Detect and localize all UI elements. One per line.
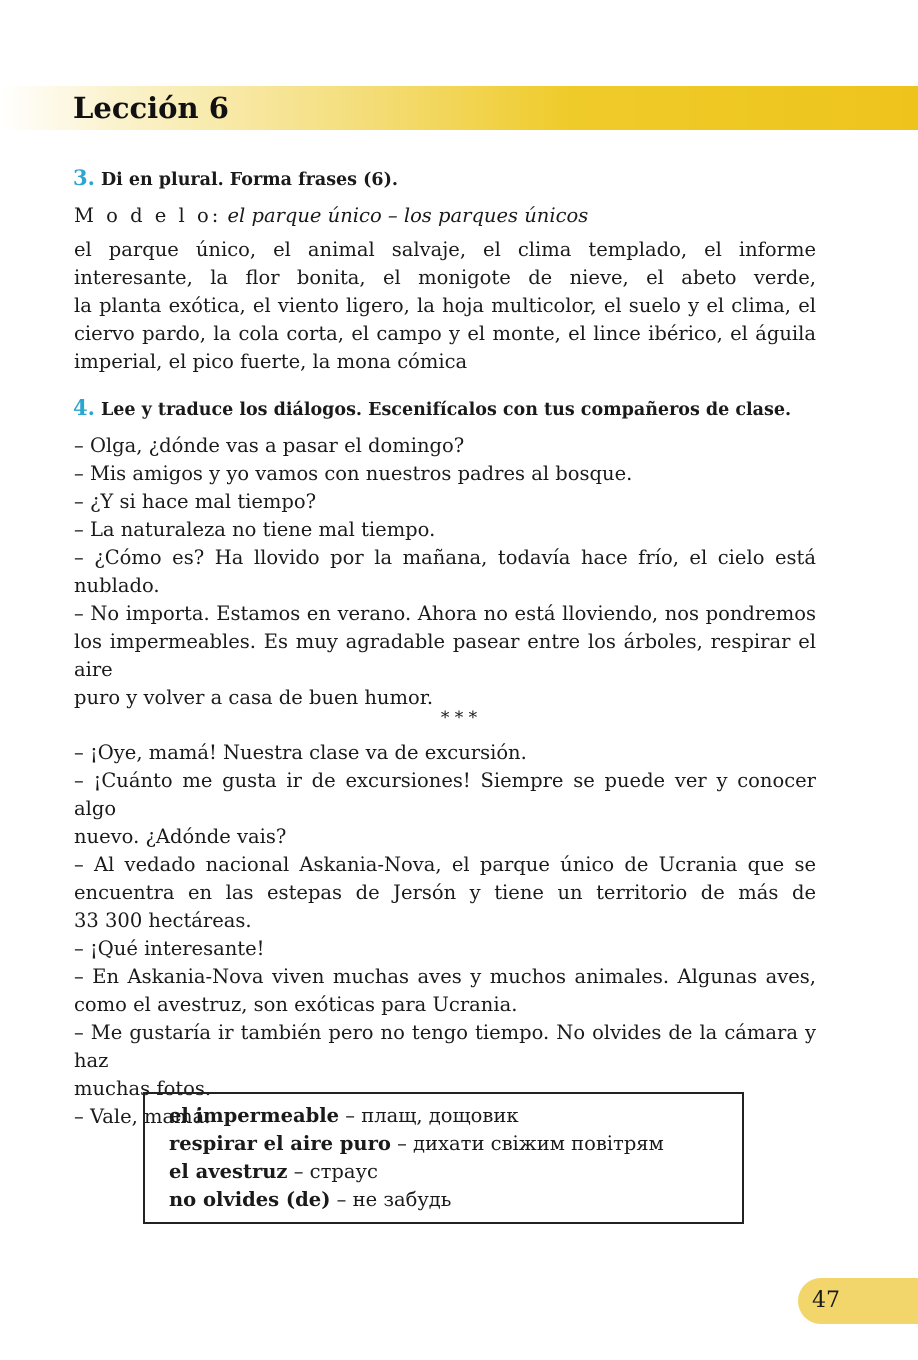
dialog-line: – En Askania-Nova viven muchas aves y muchos animales. Algunas aves,: [74, 965, 816, 988]
dialog-line: – ¡Qué interesante!: [74, 937, 265, 960]
vocabulary-term: respirar el aire puro: [169, 1132, 391, 1155]
dialog-line: los impermeables. Es muy agradable pasear entre los árboles, respirar el aire: [74, 630, 816, 681]
dialog-line: – No importa. Estamos en verano. Ahora no está lloviendo, nos pondremos: [74, 602, 816, 625]
word-line: ciervo pardo, la cola corta, el campo y el monte, el lince ibérico, el águila: [74, 322, 816, 345]
model-label: M o d e l o:: [74, 204, 222, 227]
dialog-line: – ¡Oye, mamá! Nuestra clase va de excursión.: [74, 741, 527, 764]
dialog-line: – La naturaleza no tiene mal tiempo.: [74, 518, 436, 541]
dialog-line: muchas fotos.: [74, 1077, 212, 1100]
dialog-line: – Al vedado nacional Askania-Nova, el parque único de Ucrania que se: [74, 853, 816, 876]
page-number: 47: [812, 1288, 840, 1313]
exercise-instruction: Di en plural. Forma frases (6).: [100, 170, 398, 190]
vocabulary-item: [169, 1186, 742, 1214]
exercise-3-word-list: [74, 236, 816, 376]
vocabulary-translation: – не забудь: [330, 1188, 452, 1211]
lesson-title: Lección 6: [73, 91, 229, 125]
model-example: el parque único – los parques únicos: [227, 204, 589, 227]
word-line: el parque único, el animal salvaje, el clima templado, el informe: [74, 238, 816, 261]
vocabulary-term: el impermeable: [169, 1104, 340, 1127]
vocabulary-translation: – плащ, дощовик: [339, 1104, 519, 1127]
dialog-line: – Mis amigos y yo vamos con nuestros padres al bosque.: [74, 462, 633, 485]
dialog-line: encuentra en las estepas de Jersón y tiene un territorio de más de: [74, 881, 816, 904]
dialog-separator: * * *: [440, 708, 478, 728]
dialog-line: – Olga, ¿dónde vas a pasar el domingo?: [74, 434, 465, 457]
dialog-line: – ¡Cuánto me gusta ir de excursiones! Siempre se puede ver y conocer algo: [74, 769, 816, 820]
dialog-line: 33 300 hectáreas.: [74, 909, 252, 932]
vocabulary-term: no olvides (de): [169, 1188, 331, 1211]
word-line: la planta exótica, el viento ligero, la hoja multicolor, el suelo y el clima, el: [74, 294, 816, 317]
exercise-3-heading: [73, 165, 398, 193]
dialog-2: [74, 739, 816, 1131]
exercise-number: 4.: [73, 395, 95, 420]
dialog-line: – Vale, mamá.: [74, 1105, 211, 1128]
dialog-line: nublado.: [74, 574, 160, 597]
dialog-line: – Me gustaría ir también pero no tengo tiempo. No olvides de la cámara y haz: [74, 1021, 816, 1072]
model-line: [74, 202, 816, 230]
word-line: interesante, la flor bonita, el monigote de nieve, el abeto verde,: [74, 266, 816, 289]
exercise-4-heading: [73, 395, 791, 423]
exercise-instruction: Lee y traduce los diálogos. Escenifícalos con tus compañeros de clase.: [100, 400, 792, 420]
dialog-line: como el avestruz, son exóticas para Ucrania.: [74, 993, 518, 1016]
dialog-line: puro y volver a casa de buen humor.: [74, 686, 434, 709]
dialog-line: – ¿Y si hace mal tiempo?: [74, 490, 317, 513]
vocabulary-item: [169, 1130, 742, 1158]
exercise-number: 3.: [73, 165, 95, 190]
dialog-1: [74, 432, 816, 712]
vocabulary-box: [143, 1092, 744, 1224]
word-line: imperial, el pico fuerte, la mona cómica: [74, 350, 468, 373]
vocabulary-item: [169, 1158, 742, 1186]
vocabulary-term: el avestruz: [169, 1160, 288, 1183]
vocabulary-item: [169, 1102, 742, 1130]
dialog-line: nuevo. ¿Adónde vais?: [74, 825, 287, 848]
vocabulary-translation: – дихати свіжим повітрям: [390, 1132, 664, 1155]
dialog-line: – ¿Cómo es? Ha llovido por la mañana, todavía hace frío, el cielo está: [74, 546, 816, 569]
vocabulary-translation: – страус: [287, 1160, 378, 1183]
